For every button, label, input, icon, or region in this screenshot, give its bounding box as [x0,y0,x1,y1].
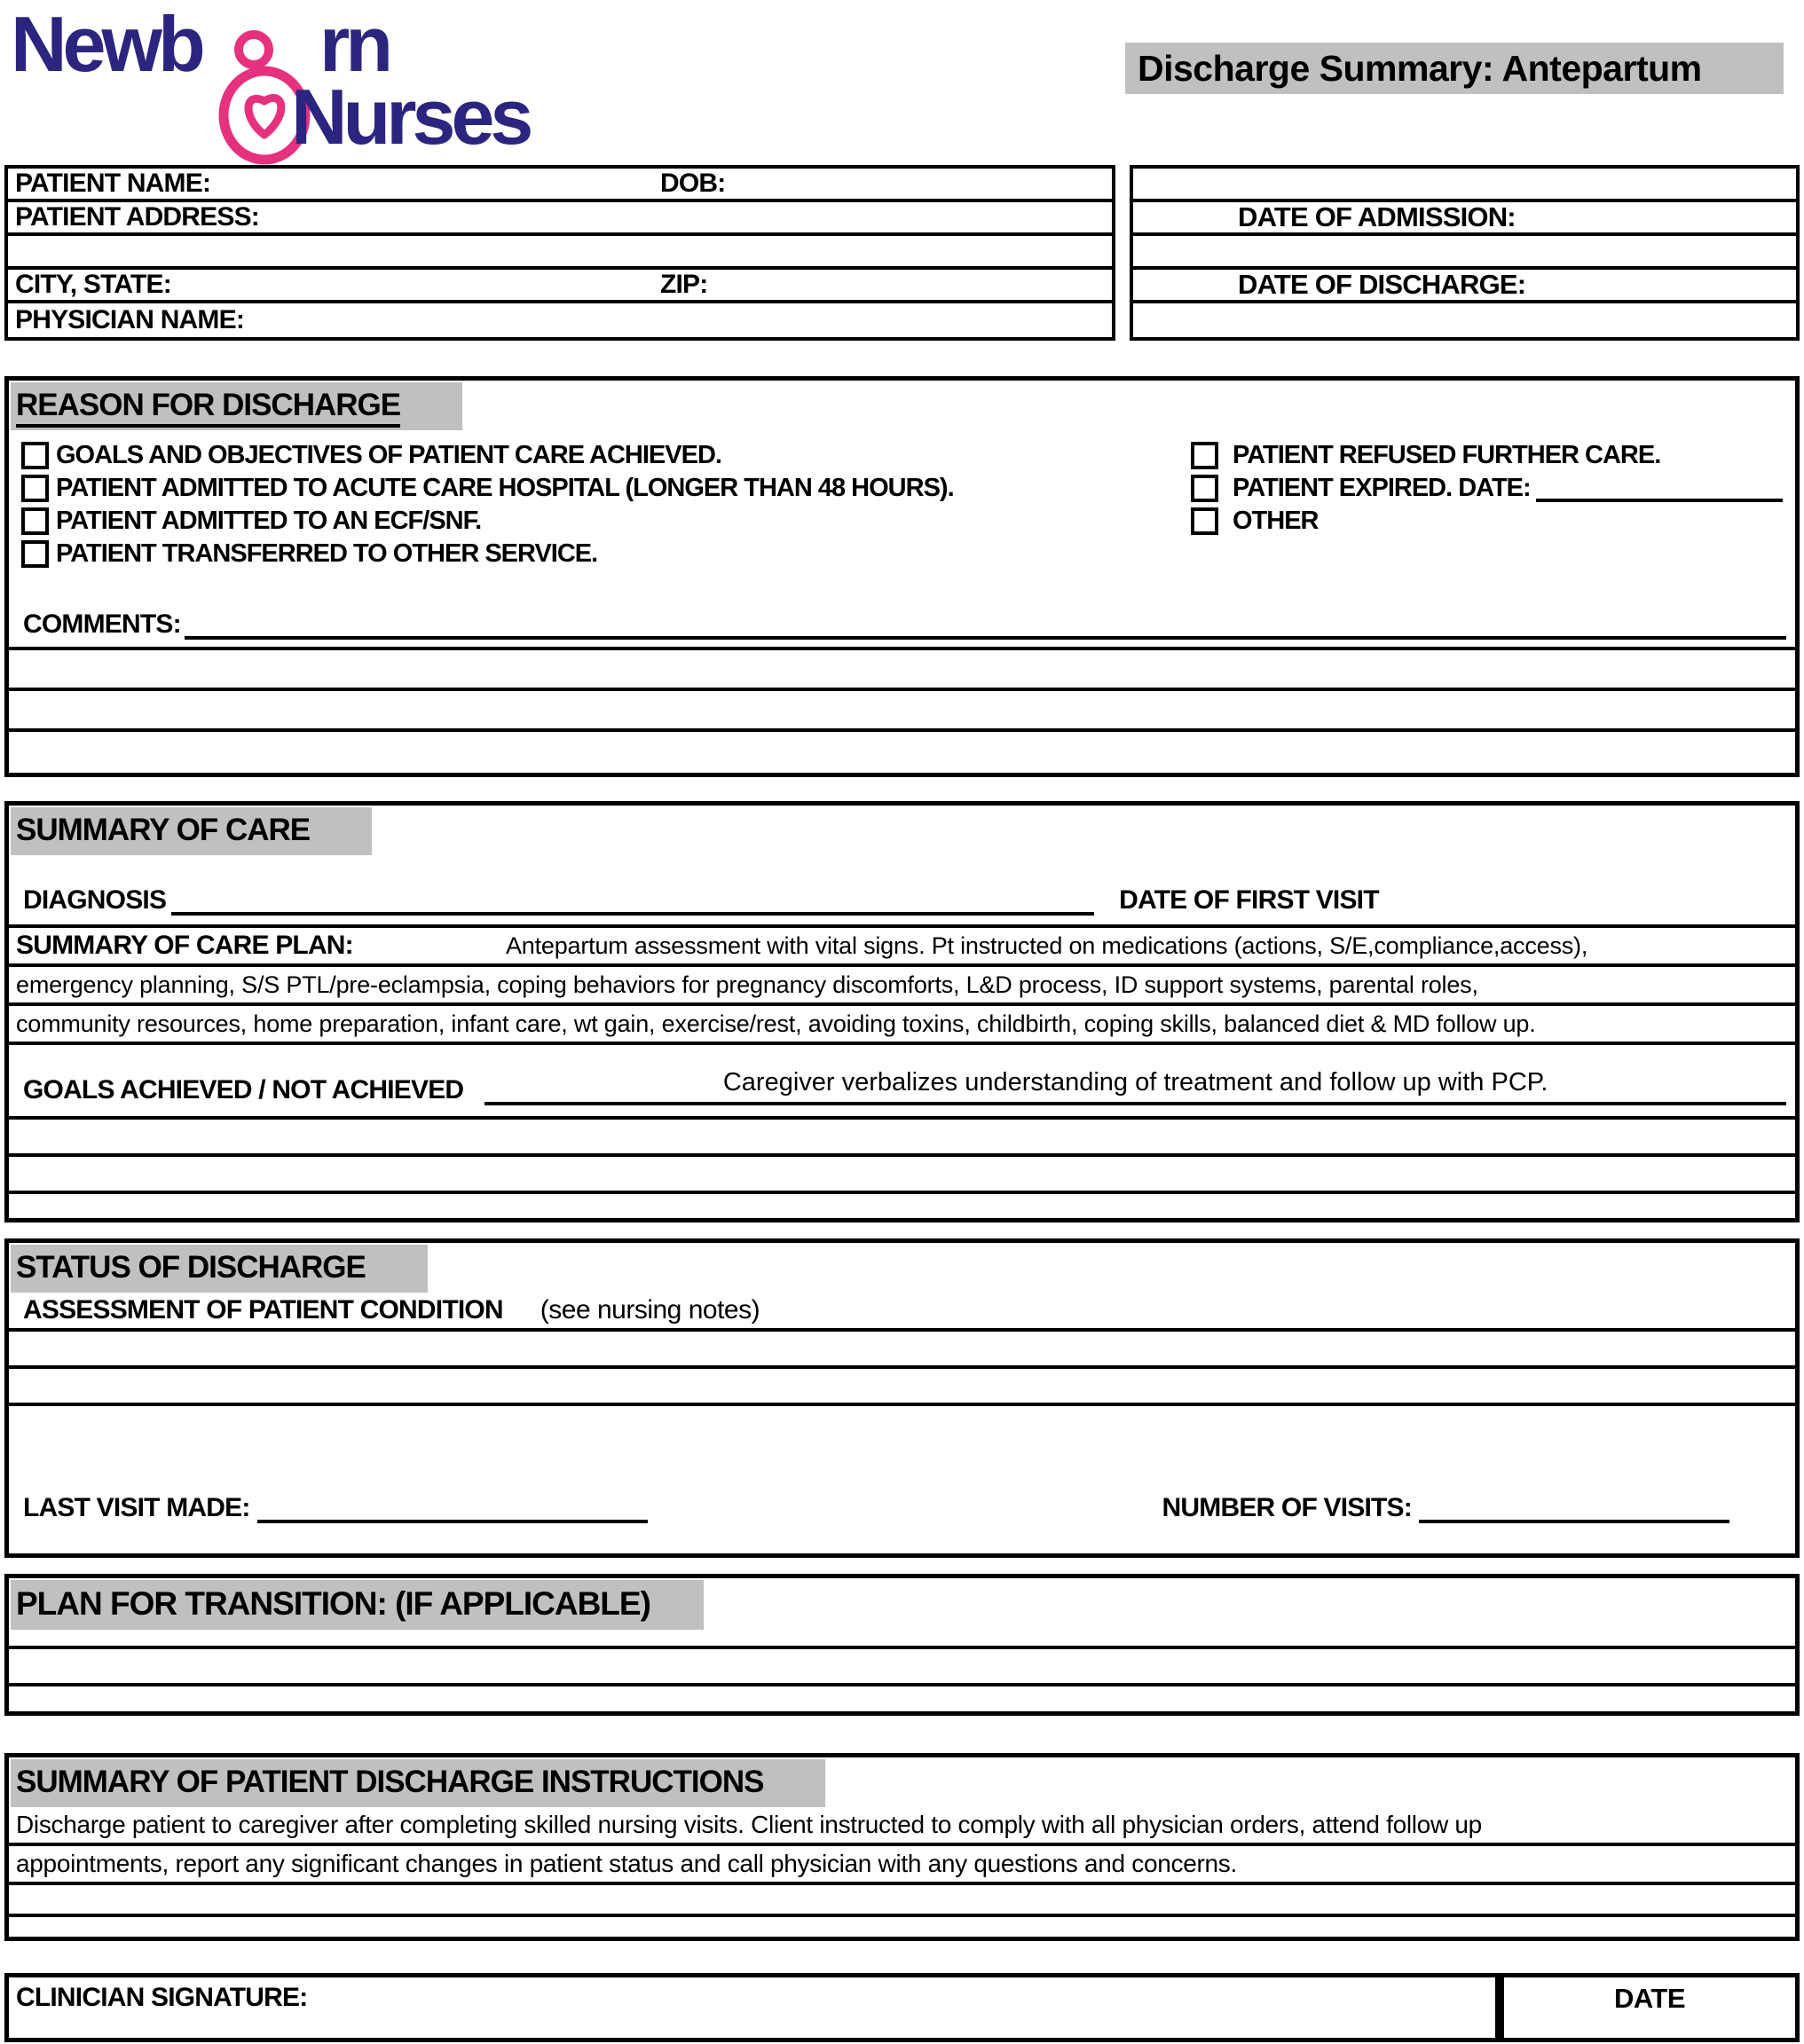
care-section-title: SUMMARY OF CARE [11,807,372,855]
signature-table [4,1973,1800,2042]
city-state-label: CITY, STATE: [15,270,171,299]
last-visit-made-label: LAST VISIT MADE: [23,1493,250,1522]
checkbox-goals-objectives-achieved[interactable] [21,442,49,469]
city-state-row[interactable] [8,270,1112,303]
plan-for-transition-section [4,1574,1800,1716]
assessment-write-area [9,1328,1795,1440]
number-of-visits-label: NUMBER OF VISITS: [1162,1493,1412,1522]
assessment-label: ASSESSMENT OF PATIENT CONDITION [23,1295,503,1325]
discharge-instructions-section [4,1753,1800,1941]
date-of-first-visit-label: DATE OF FIRST VISIT [1119,885,1379,915]
blank-write-line[interactable] [9,1116,1795,1153]
option-goals-achieved: GOALS AND OBJECTIVES OF PATIENT CARE ACHIEVED. [9,439,1178,472]
care-plan-row-3 [9,1006,1795,1045]
care-plan-table [9,924,1795,1045]
goals-achieved-label: GOALS ACHIEVED / NOT ACHIEVED [23,1075,464,1105]
care-plan-text-line2: emergency planning, S/S PTL/pre-eclampsia, coping behaviors for pregnancy discomforts, L&D process, ID support systems, parental roles, [16,971,1478,998]
diagnosis-label: DIAGNOSIS [23,885,167,915]
patient-name-row[interactable] [8,169,1112,202]
reason-for-discharge-section [4,376,1800,777]
date-of-discharge-row[interactable] [1133,270,1796,303]
logo-text-nurses: Nurses [291,73,530,161]
assessment-row [9,1293,1795,1328]
care-plan-row-1 [9,928,1795,967]
physician-name-label: PHYSICIAN NAME: [15,305,245,334]
date-of-admission-label: DATE OF ADMISSION: [1238,201,1516,232]
blank-write-line[interactable] [9,1403,1795,1440]
reason-options-left [9,439,1178,570]
patient-info-left-block [4,165,1115,341]
newborn-nurses-logo [11,2,561,163]
blank-write-line[interactable] [9,1191,1795,1228]
comments-write-area [9,647,1795,769]
visits-row [9,1481,1795,1523]
option-transferred-other-service: PATIENT TRANSFERRED TO OTHER SERVICE. [9,538,1178,570]
zip-label: ZIP: [660,270,708,299]
number-of-visits-fill-line[interactable] [1419,1491,1729,1523]
date-of-admission-row[interactable] [1133,202,1796,236]
signature-date-label: DATE [1613,1983,1686,2014]
blank-row[interactable] [1133,169,1796,202]
checkbox-transferred-other-service[interactable] [21,540,49,568]
patient-address-row[interactable] [8,202,1112,236]
option-patient-expired: PATIENT EXPIRED. DATE: [1178,472,1783,505]
logo-text-rn: rn [319,0,389,88]
care-plan-label: SUMMARY OF CARE PLAN: [16,931,353,960]
transition-section-title: PLAN FOR TRANSITION: (IF APPLICABLE) [11,1580,704,1630]
care-plan-text-line1: Antepartum assessment with vital signs. Pt instructed on medications (actions, S/E,compliance,access), [506,932,1588,959]
goals-write-area [9,1116,1795,1228]
comments-fill-line[interactable] [185,606,1786,640]
summary-of-care-section [4,801,1800,1222]
blank-row[interactable] [1133,303,1796,337]
checkbox-patient-expired[interactable] [1191,475,1218,502]
blank-write-line[interactable] [9,1646,1795,1683]
reason-options-right [1178,439,1795,570]
goals-achieved-value[interactable]: Caregiver verbalizes understanding of treatment and follow up with PCP. [484,1068,1786,1105]
blank-write-line[interactable] [9,647,1795,688]
blank-write-line[interactable] [9,1328,1795,1365]
option-refused-care: PATIENT REFUSED FURTHER CARE. [1178,439,1783,472]
checkbox-refused-further-care[interactable] [1191,442,1218,469]
patient-name-label: PATIENT NAME: [15,169,211,198]
clinician-signature-label: CLINICIAN SIGNATURE: [16,1983,308,2012]
goals-achieved-row [9,1065,1795,1105]
blank-write-line[interactable] [9,1917,1795,1942]
blank-write-line[interactable] [9,728,1795,769]
dob-label: DOB: [660,169,726,198]
instructions-text-line1: Discharge patient to caregiver after completing skilled nursing visits. Client instructed to comply with all physician orders, attend follow up [9,1807,1795,1846]
patient-address-label: PATIENT ADDRESS: [15,202,259,232]
last-visit-fill-line[interactable] [257,1491,648,1523]
expired-date-fill-line[interactable] [1536,476,1783,502]
checkbox-other[interactable] [1191,507,1218,535]
page-title: Discharge Summary: Antepartum [1125,43,1784,94]
blank-row[interactable] [1133,236,1796,270]
checkbox-admitted-ecf-snf[interactable] [21,507,49,535]
blank-write-line[interactable] [9,1365,1795,1403]
diagnosis-row [9,878,1795,916]
signature-date-cell[interactable] [1500,1973,1800,2042]
blank-write-line[interactable] [9,1683,1795,1720]
blank-write-line[interactable] [9,1885,1795,1917]
instructions-text-line2: appointments, report any significant changes in patient status and call physician with any questions and concerns. [9,1846,1795,1885]
reason-checkbox-area [9,439,1795,570]
physician-name-row[interactable] [8,303,1112,337]
instructions-section-title: SUMMARY OF PATIENT DISCHARGE INSTRUCTIONS [11,1759,825,1807]
blank-write-line[interactable] [9,1153,1795,1191]
clinician-signature-cell[interactable] [4,1973,1500,2042]
transition-write-area [9,1646,1795,1720]
checkbox-admitted-acute-care[interactable] [21,475,49,502]
care-plan-row-2 [9,967,1795,1006]
diagnosis-fill-line[interactable] [171,885,1094,916]
option-ecf-snf: PATIENT ADMITTED TO AN ECF/SNF. [9,505,1178,538]
blank-write-line[interactable] [9,688,1795,728]
patient-address-line2-row[interactable] [8,236,1112,270]
status-of-discharge-section [4,1238,1800,1558]
logo-text-newb: Newb [11,0,201,88]
assessment-value: (see nursing notes) [540,1295,760,1325]
option-acute-care-hospital: PATIENT ADMITTED TO ACUTE CARE HOSPITAL (LONGER THAN 48 HOURS). [9,472,1178,505]
comments-label: COMMENTS: [23,609,181,639]
reason-section-title: REASON FOR DISCHARGE [11,382,462,430]
patient-info-right-block [1130,165,1800,341]
care-plan-text-line3: community resources, home preparation, infant care, wt gain, exercise/rest, avoiding toxins, childbirth, coping skills, balanced diet & MD follow up. [16,1010,1536,1037]
comments-row [9,601,1795,640]
status-section-title: STATUS OF DISCHARGE [11,1245,428,1293]
patient-info-table [4,165,1800,341]
option-other: OTHER [1178,505,1783,538]
date-of-discharge-label: DATE OF DISCHARGE: [1238,269,1526,300]
